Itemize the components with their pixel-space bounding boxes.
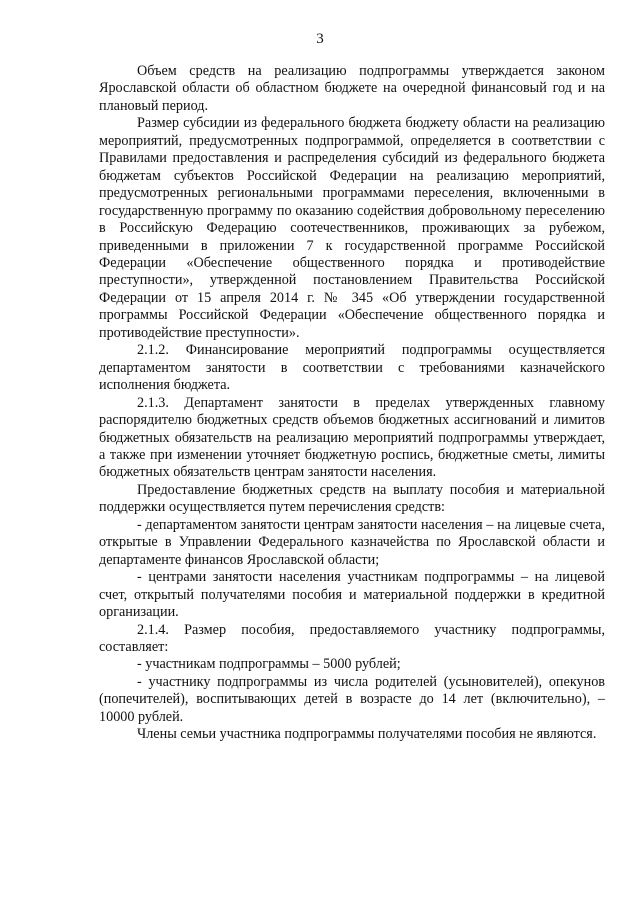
paragraph-family-members: Члены семьи участника подпрограммы получателями пособия не являются.: [137, 726, 597, 743]
paragraph-2-1-3-employment-department: 2.1.3. Департамент занятости в пределах утвержденных главному распорядителю бюджетных средств объемов бюджетных ассигнований и лимитов бюджетных обязательств на реализацию мероприятий подпрограммы утверждает, а также при изменении уточняет бюджетную роспись, бюджетные сметы, лимиты бюджетных обязательств центрам занятости населения.: [99, 394, 605, 481]
document-body: [99, 63, 605, 744]
paragraph-budget-volume: Объем средств на реализацию подпрограммы утверждается законом Ярославской области об областном бюджете на очередной финансовый год и на плановый период.: [99, 63, 605, 114]
paragraph-federal-subsidy: Размер субсидии из федерального бюджета бюджету области на реализацию мероприятий, предусмотренных подпрограммой, определяется в соответствии с Правилами предоставления и распределения субсидий из федерального бюджета бюджетам субъектов Российской Федерации на реализацию мероприятий, предусмотренных региональными программами переселения, включенными в государственную программу по оказанию содействия добровольному переселению в Российскую Федерацию соотечественников, проживающих за рубежом, приведенными в приложении 7 к государственной программе Российской Федерации «Обеспечение общественного порядка и противодействие преступности», утвержденной постановлением Правительства Российской Федерации от 15 апреля 2014 г. № 345 «Об утверждении государственной программы Российской Федерации «Обеспечение общественного порядка и противодействие преступности».: [99, 115, 605, 341]
page-number: 3: [316, 31, 324, 47]
list-item-parents-amount: - участнику подпрограммы из числа родителей (усыновителей), опекунов (попечителей), воспитывающих детей в возрасте до 14 лет (включительно), – 10000 рублей.: [99, 673, 605, 725]
list-item-centers-transfer: - центрами занятости населения участникам подпрограммы – на лицевой счет, открытый получателями пособия и материальной поддержки в кредитной организации.: [99, 569, 605, 621]
list-item-participants-amount: - участникам подпрограммы – 5000 рублей;: [137, 656, 401, 673]
paragraph-2-1-4-allowance-size: 2.1.4. Размер пособия, предоставляемого участнику подпрограммы, составляет:: [99, 621, 605, 655]
list-item-department-transfer: - департаментом занятости центрам занятости населения – на лицевые счета, открытые в Управлении Федерального казначейства по Ярославской области и департаменте финансов Ярославской области;: [99, 516, 605, 568]
paragraph-funds-provision: Предоставление бюджетных средств на выплату пособия и материальной поддержки осуществляется путем перечисления средств:: [99, 481, 605, 516]
paragraph-2-1-2-financing: 2.1.2. Финансирование мероприятий подпрограммы осуществляется департаментом занятости в соответствии с требованиями казначейского исполнения бюджета.: [99, 342, 605, 394]
